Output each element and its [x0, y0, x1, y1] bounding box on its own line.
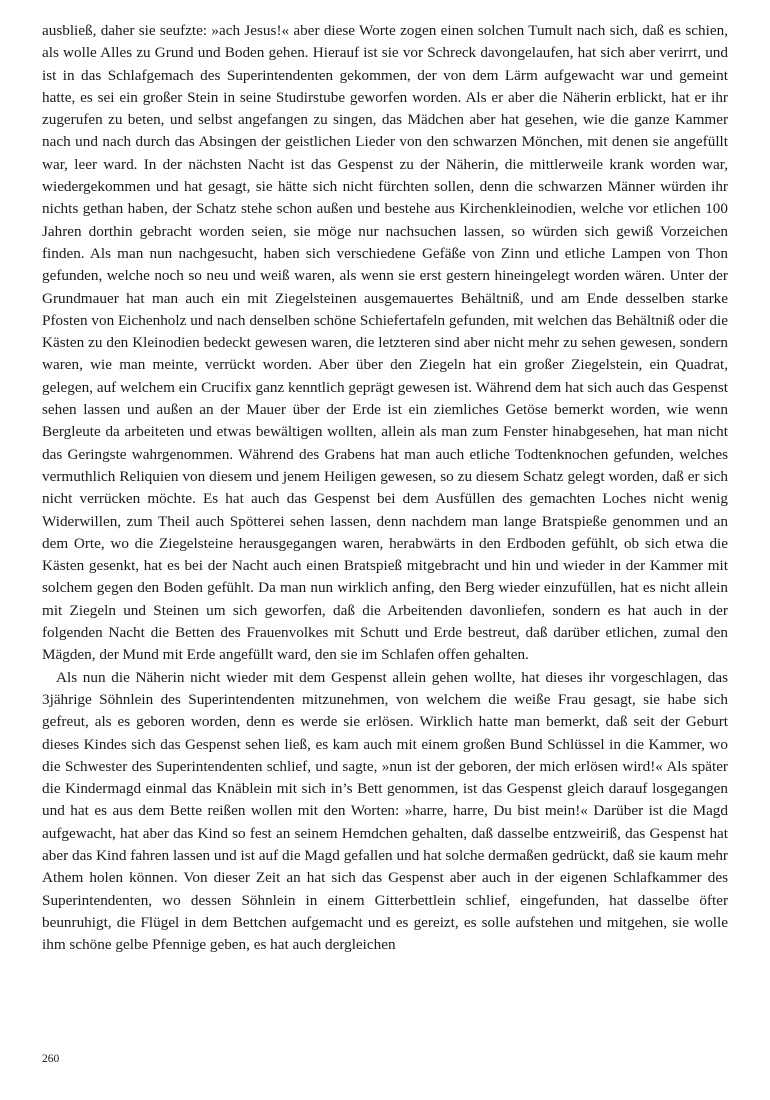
page-number: 260 — [42, 1053, 60, 1065]
paragraph: Als nun die Näherin nicht wieder mit dem Gespenst allein gehen wollte, hat dieses ihr vorgeschlagen, das 3jährige Söhnlein des Superintendenten mitzunehmen, von welchem die weiße Frau gesagt, sie habe sich gefreut, als es geboren worden, denn es werde sie erlösen. Wirklich hatte man bemerkt, daß seit der Geburt dieses Kindes sich das Gespenst sehen ließ, es kam auch mit einem großen Bund Schlüssel in die Kammer, wo die Schwester des Superintendenten schlief, und sagte, »nun ist der geboren, der mich erlösen wird!« Als später die Kindermagd einmal das Knäblein mit sich in’s Bett genommen, ist das Gespenst gleich darauf losgegangen und hat es aus dem Bette reißen wollen mit den Worten: »harre, harre, Du bist mein!« Darüber ist die Magd aufgewacht, hat aber das Kind so fest an seinem Hemdchen gehalten, daß dasselbe entzweiriß, das Gespenst hat aber das Kind fahren lassen und ist auf die Magd gefallen und hat solche dermaßen gedrückt, daß sie kaum mehr Athem holen können. Von dieser Zeit an hat sich das Gespenst aber auch in der eigenen Schlafkammer des Superintendenten, wo dessen Söhnlein in einem Gitterbettlein schlief, eingefunden, hat dasselbe öfter beunruhigt, die Flügel in dem Bettchen aufgemacht und es gereizt, es solle aufstehen und mitgehen, sie wolle ihm schöne gelbe Pfennige geben, es hat auch dergleichen — [42, 668, 728, 954]
paragraph-continued: ausbließ, daher sie seufzte: »ach Jesus!« aber diese Worte zogen einen solchen Tumult nach sich, daß es schien, als wolle Alles zu Grund und Boden gehen. Hierauf ist sie vor Schreck davongelaufen, hat sich aber verirrt, und ist in das Schlafgemach des Superintendenten gekommen, der von dem Lärm aufgewacht war und gemeint hatte, es sei ein großer Stein in seine Studirstube geworfen worden. Als er aber die Näherin erblickt, hat er ihr zugerufen zu beten, und selbst angefangen zu singen, das Mädchen aber hat gesehen, wie die ganze Kammer nach und nach durch das Absingen der geistlichen Lieder von den schwarzen Mönchen, mit denen sie angefüllt war, leer ward. In der nächsten Nacht ist das Gespenst zu der Näherin, die mittlerweile krank worden war, wiedergekommen und hat gesagt, sie hätte sich nicht fürchten sollen, denn die schwarzen Männer würden ihr nichts gethan haben, der Schatz stehe schon außen und bestehe aus Kirchenkleinodien, welche vor etlichen 100 Jahren dorthin gebracht worden seien, sie möge nur nachsuchen lassen, so würden sich gewiß Vorzeichen finden. Als man nun nachgesucht, haben sich verschiedene Gefäße von Zinn und etliche Lampen von Thon gefunden, welche noch so neu und weiß waren, als wenn sie erst gestern hineingelegt worden wären. Unter der Grundmauer hat man auch ein mit Ziegelsteinen ausgemauertes Behältniß, und am Ende desselben starke Pfosten von Eichenholz und nach denselben schöne Schiefertafeln gefunden, mit welchen das Behältniß oder die Kästen zu den Kleinodien bedeckt gewesen waren, die letzteren sind aber nicht mehr zu sehen gewesen, sondern waren, wie man meinte, verrückt worden. Aber über den Ziegeln hat ein großer Ziegelstein, ein Quadrat, gelegen, auf welchem ein Crucifix ganz kenntlich geprägt gewesen ist. Während dem hat sich auch das Gespenst sehen lassen und außen an der Mauer über der Erde ist ein ziemliches Getöse bemerkt worden, wie wenn Bergleute da arbeiteten und etwas bewältigen wollten, allein als man zum Fenster hinabgesehen, hat man nicht das Geringste wahrgenommen. Während des Grabens hat man auch etliche Todtenknochen gefunden, welches vermuthlich Reliquien von diesem und jenem Heiligen gewesen, so zu diesem Schatz gelegt worden, daß er sich nicht verrücken möchte. Es hat auch das Gespenst bei dem Ausfüllen des gemachten Loches nicht wenig Widerwillen, zum Theil auch Spötterei sehen lassen, denn nachdem man lange Bratspieße genommen und an dem Orte, wo die Ziegelsteine herausgegangen waren, herabwärts in den Erdboden gefühlt, ob sich etwa die Kästen gesenkt, hat es bei der Nacht auch einen Bratspieß mitgebracht und hin und wieder in der Kammer mit solchem gegen den Boden gefühlt. Da man nun wirklich anfing, den Berg wieder einzufüllen, hat es nicht allein mit Ziegeln und Steinen um sich geworfen, daß die Arbeitenden davonliefen, sondern es hat auch in der folgenden Nacht die Betten des Frauenvolkes mit Schutt und Erde bestreut, daß darüber etlichen, zumal den Mägden, der Mund mit Erde angefüllt ward, den sie im Schlafen offen gehalten. — [42, 22, 728, 664]
body-text — [42, 20, 728, 956]
